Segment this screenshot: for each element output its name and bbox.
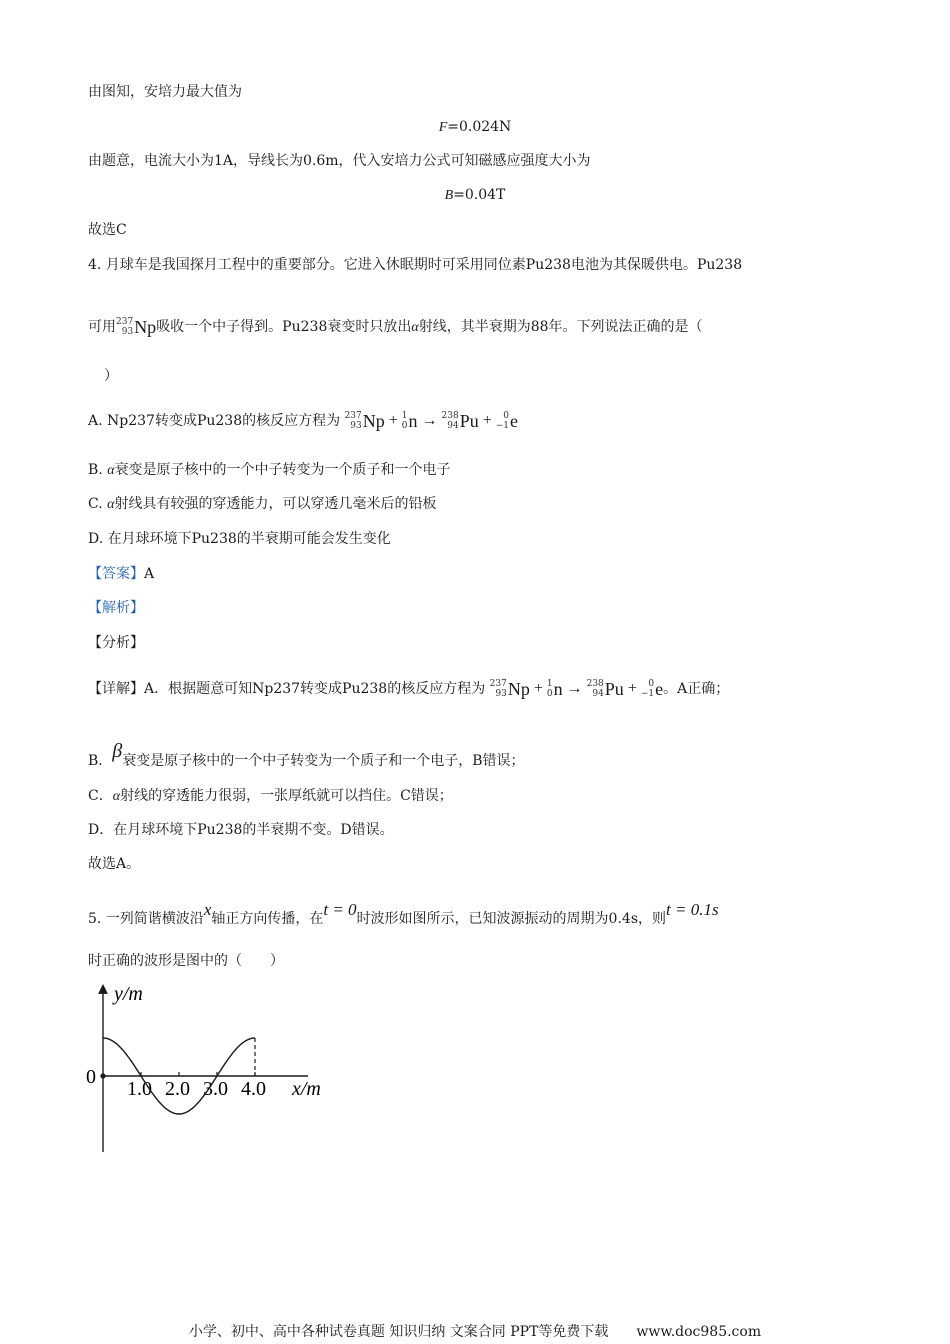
y-axis-label: y/m: [114, 983, 143, 1005]
detail-a: 【详解】A．根据题意可知Np237转变成Pu238的核反应方程为 237 93 Np + 1 0 n → 238 94 Pu + 0 −1 e。A正确；: [88, 679, 730, 699]
formula-force: F=0.024N: [438, 119, 512, 135]
x-axis-label: x/m: [292, 1078, 321, 1100]
option-c: C. α射线具有较强的穿透能力，可以穿透几毫米后的铅板: [88, 496, 437, 512]
analysis-heading: 【解析】: [88, 600, 144, 616]
text-line: 由题意，电流大小为1A，导线长为0.6m，代入安培力公式可知磁感应强度大小为: [88, 153, 591, 169]
page-footer: 小学、初中、高中各种试卷真题 知识归纳 文案合同 PPT等免费下载 www.doc985.com: [188, 1324, 762, 1340]
text-line: 由图知，安培力最大值为: [88, 84, 242, 100]
option-d: D. 在月球环境下Pu238的半衰期可能会发生变化: [88, 531, 391, 547]
option-a: A. Np237转变成Pu238的核反应方程为 237 93 Np + 1 0 n → 238 94 Pu + 0 −1 e: [88, 411, 519, 431]
origin-label: 0: [86, 1066, 96, 1088]
wave-graph: [80, 980, 350, 1165]
detail-b: B．β衰变是原子核中的一个中子转变为一个质子和一个电子，B错误；: [88, 740, 525, 769]
fenxi-heading: 【分析】: [88, 635, 144, 651]
conclusion: 故选A。: [88, 856, 141, 872]
option-b: B. α衰变是原子核中的一个中子转变为一个质子和一个电子: [88, 462, 451, 478]
x-tick-label: 2.0: [165, 1078, 190, 1100]
text-line: ）: [104, 368, 118, 384]
origin-dot: [100, 1073, 105, 1078]
detail-c: C．α射线的穿透能力很弱，一张厚纸就可以挡住。C错误；: [88, 788, 453, 804]
x-tick-label: 3.0: [203, 1078, 228, 1100]
question-4-stem: 4. 月球车是我国探月工程中的重要部分。它进入休眠期时可采用同位素Pu238电池为其保暖供电。Pu238: [88, 257, 743, 273]
question-4-stem-2: 可用 237 93 Np吸收一个中子得到。Pu238衰变时只放出α射线，其半衰期为88年。下列说法正确的是（: [88, 317, 703, 337]
question-5-stem-2: 时正确的波形是图中的（ ）: [88, 953, 284, 969]
x-tick-label: 1.0: [127, 1078, 152, 1100]
x-tick-label: 4.0: [241, 1078, 266, 1100]
answer-line: 【答案】A: [88, 566, 155, 582]
text-line: 故选C: [88, 222, 127, 238]
detail-d: D．在月球环境下Pu238的半衰期不变。D错误。: [88, 822, 394, 838]
formula-field: B=0.04T: [444, 187, 506, 203]
question-5-stem: 5. 一列简谐横波沿x轴正方向传播，在t = 0时波形如图所示，已知波源振动的周期为0.4s，则t = 0.1s: [88, 900, 719, 927]
